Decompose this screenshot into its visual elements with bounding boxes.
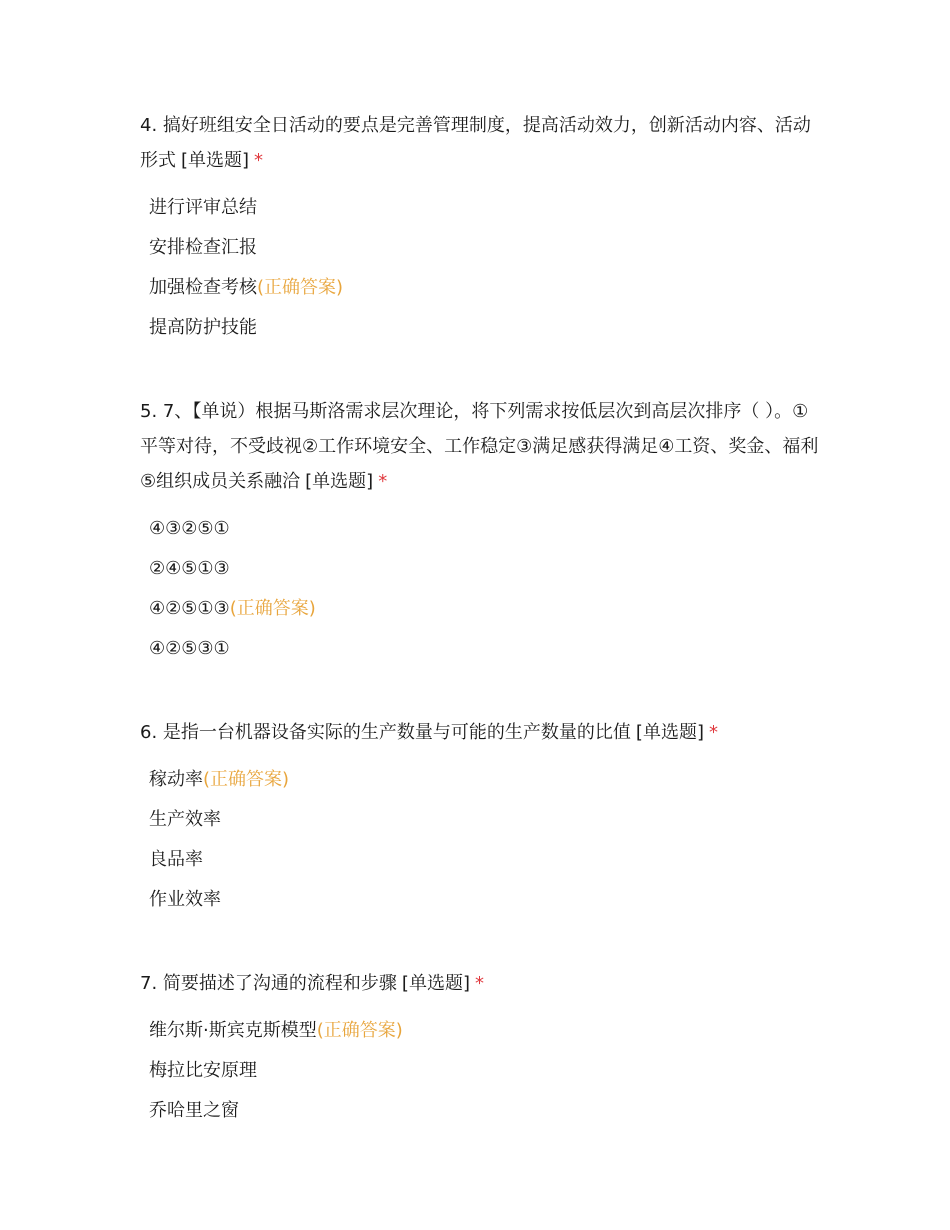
correct-answer-tag: (正确答案) bbox=[229, 598, 316, 619]
option-item bbox=[140, 228, 820, 268]
question-text: 简要描述了沟通的流程和步骤 bbox=[162, 973, 397, 994]
questionnaire-answers bbox=[140, 108, 820, 1177]
option-item bbox=[140, 268, 820, 308]
option-label: 良品率 bbox=[149, 849, 203, 870]
question-number: 7. bbox=[140, 973, 158, 994]
option-item bbox=[140, 840, 820, 880]
required-star: * bbox=[474, 973, 484, 994]
correct-answer-tag: (正确答案) bbox=[316, 1020, 403, 1041]
option-item bbox=[140, 880, 820, 920]
option-label: ④③②⑤① bbox=[149, 518, 230, 539]
option-label: 梅拉比安原理 bbox=[149, 1060, 257, 1081]
question-4 bbox=[140, 108, 820, 348]
required-star: * bbox=[378, 471, 388, 492]
required-star: * bbox=[254, 150, 264, 171]
question-type-label: [单选题] bbox=[181, 150, 250, 171]
option-label: 安排检查汇报 bbox=[149, 237, 257, 258]
option-item bbox=[140, 1011, 820, 1051]
option-item bbox=[140, 1091, 820, 1131]
option-item bbox=[140, 188, 820, 228]
option-label: 加强检查考核 bbox=[149, 277, 257, 298]
question-5 bbox=[140, 394, 820, 669]
option-item bbox=[140, 629, 820, 669]
option-label: 维尔斯·斯宾克斯模型 bbox=[149, 1020, 317, 1041]
option-label: 进行评审总结 bbox=[149, 197, 257, 218]
required-star: * bbox=[708, 722, 718, 743]
option-item bbox=[140, 549, 820, 589]
question-title bbox=[140, 966, 820, 1001]
option-item bbox=[140, 1051, 820, 1091]
correct-answer-tag: (正确答案) bbox=[203, 769, 290, 790]
option-label: 乔哈里之窗 bbox=[149, 1100, 239, 1121]
option-list bbox=[140, 760, 820, 920]
option-item bbox=[140, 800, 820, 840]
question-number: 4. bbox=[140, 115, 158, 136]
question-text: 7、【单说）根据马斯洛需求层次理论，将下列需求按低层次到高层次排序（ ）。①平等对待，不受歧视②工作环境安全、工作稳定③满足感获得满足④工资、奖金、福利⑤组织成员关系融洽 bbox=[140, 401, 819, 492]
option-label: ④②⑤①③ bbox=[149, 598, 230, 619]
correct-answer-tag: (正确答案) bbox=[257, 277, 344, 298]
question-number: 6. bbox=[140, 722, 158, 743]
option-label: 生产效率 bbox=[149, 809, 221, 830]
option-item bbox=[140, 760, 820, 800]
question-title bbox=[140, 715, 820, 750]
question-type-label: [单选题] bbox=[635, 722, 704, 743]
option-list bbox=[140, 1011, 820, 1131]
question-6 bbox=[140, 715, 820, 920]
option-item bbox=[140, 308, 820, 348]
option-list bbox=[140, 509, 820, 669]
option-list bbox=[140, 188, 820, 348]
option-label: ②④⑤①③ bbox=[149, 558, 230, 579]
option-label: ④②⑤③① bbox=[149, 638, 230, 659]
question-7 bbox=[140, 966, 820, 1131]
option-item bbox=[140, 509, 820, 549]
option-label: 提高防护技能 bbox=[149, 317, 257, 338]
option-item bbox=[140, 589, 820, 629]
option-label: 稼动率 bbox=[149, 769, 203, 790]
question-title bbox=[140, 108, 820, 178]
question-type-label: [单选题] bbox=[305, 471, 374, 492]
question-type-label: [单选题] bbox=[401, 973, 470, 994]
question-number: 5. bbox=[140, 401, 158, 422]
option-label: 作业效率 bbox=[149, 889, 221, 910]
question-title bbox=[140, 394, 820, 499]
question-text: 是指一台机器设备实际的生产数量与可能的生产数量的比值 bbox=[162, 722, 631, 743]
question-text: 搞好班组安全日活动的要点是完善管理制度，提高活动效力，创新活动内容、活动形式 bbox=[140, 115, 811, 171]
